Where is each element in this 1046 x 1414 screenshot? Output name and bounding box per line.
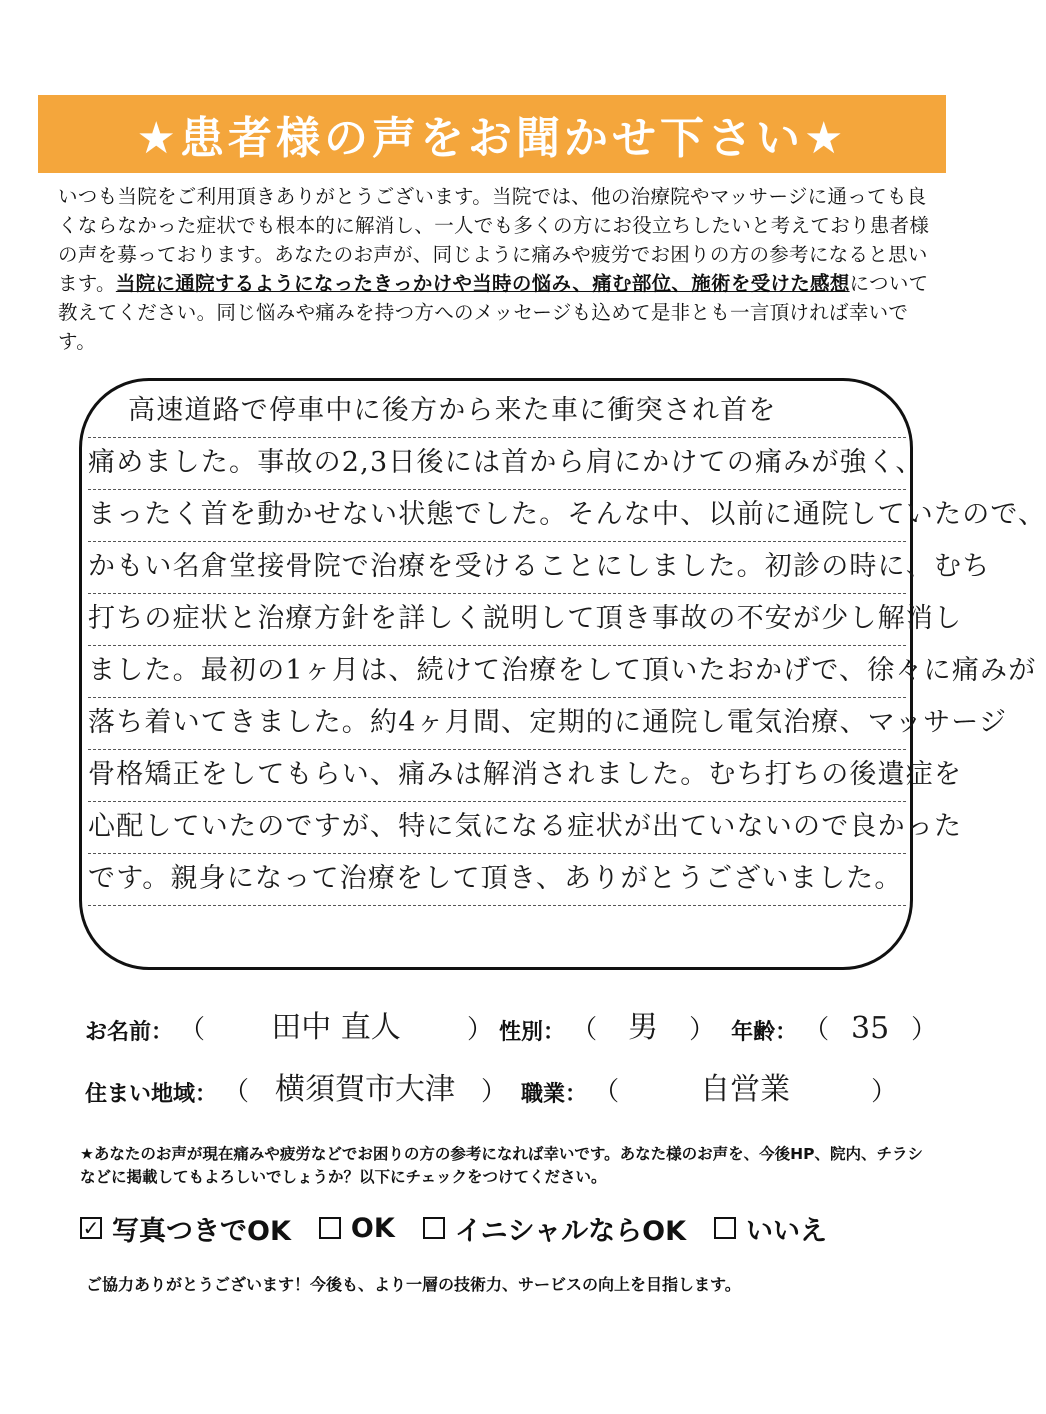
option-ok-label: OK [350, 1212, 395, 1244]
consent-note: ★あなたのお声が現在痛みや疲労などでお困りの方の参考になれば幸いです。あなた様のお声を、今後HP、院内、チラシなどに掲載してもよろしいでしょうか？以下にチェックをつけてください。 [80, 1145, 923, 1186]
message-line-11 [88, 906, 906, 958]
consent-options [80, 1206, 855, 1250]
message-line-7: 落ち着いてきました。約4ヶ月間、定期的に通院し電気治療、マッサージ [88, 698, 906, 750]
paren-open: （ [593, 1077, 620, 1107]
message-line-6: ました。最初の1ヶ月は、続けて治療をして頂いたおかげで、徐々に痛みが [88, 646, 906, 698]
checkbox-no[interactable] [714, 1217, 736, 1239]
gender-value: 男 [628, 1010, 659, 1045]
intro-tail: について教えてください。同じ悩みや痛みを持つ方へのメッセージも込めて是非とも一言頂ければ幸いです。 [58, 272, 929, 353]
message-line-10: です。親身になって治療をして頂き、ありがとうございました。 [88, 854, 906, 906]
footer-thanks: ご協力ありがとうございます！今後も、より一層の技術力、サービスの向上を目指します。 [86, 1275, 741, 1294]
checkbox-initial-ok[interactable] [423, 1217, 445, 1239]
area-label: 住まい地域： [85, 1082, 218, 1107]
job-value: 自営業 [700, 1072, 791, 1107]
age-value: 35 [851, 1011, 890, 1046]
paren-close: ） [871, 1077, 898, 1107]
page-title: ★患者様の声をお聞かせ下さい★ [136, 113, 848, 164]
message-line-1: 高速道路で停車中に後方から来た車に衝突され首を [88, 386, 906, 438]
gender-label: 性別： [499, 1020, 566, 1045]
name-label: お名前： [85, 1020, 174, 1045]
message-line-4: かもい名倉堂接骨院で治療を受けることにしました。初診の時に、むち [88, 542, 906, 594]
name-value: 田中 直人 [271, 1010, 401, 1045]
paren-close: ） [467, 1015, 494, 1045]
paren-open: （ [223, 1077, 250, 1107]
message-line-9: 心配していたのですが、特に気になる症状が出ていないので良かった [88, 802, 906, 854]
message-line-5: 打ちの症状と治療方針を詳しく説明して頂き事故の不安が少し解消し [88, 594, 906, 646]
paren-open: （ [571, 1015, 598, 1045]
checkbox-ok[interactable] [319, 1217, 341, 1239]
job-label: 職業： [521, 1082, 588, 1107]
paren-open: （ [803, 1015, 830, 1045]
paren-close: ） [911, 1015, 938, 1045]
area-value: 横須賀市大津 [275, 1072, 456, 1107]
option-ok[interactable] [319, 1213, 395, 1244]
option-photo-ok[interactable] [80, 1209, 291, 1248]
age-label: 年齢： [731, 1020, 798, 1045]
paren-open: （ [179, 1015, 206, 1045]
name-gender-age-row [85, 1000, 943, 1046]
message-line-8: 骨格矯正をしてもらい、痛みは解消されました。むち打ちの後遺症を [88, 750, 906, 802]
option-initial-ok[interactable] [423, 1209, 686, 1248]
option-no[interactable] [714, 1209, 827, 1248]
paren-close: ） [481, 1077, 508, 1107]
area-job-row [85, 1062, 903, 1108]
option-no-label: いいえ [746, 1215, 828, 1247]
option-initial-ok-label: イニシャルならOK [454, 1215, 687, 1247]
paren-close: ） [689, 1015, 716, 1045]
option-photo-ok-label: 写真つきでOK [112, 1215, 291, 1247]
checkbox-photo-ok[interactable]: ✓ [80, 1217, 102, 1239]
intro-lead: いつも当院をご利用頂きありがとうございます。当院では、他の治療院やマッサージに通っても良くならなかった症状でも根本的に解消し、一人でも多くの方にお役立ちしたいと考えており患者様の声を募っております。あなたのお声が、同じように痛みや疲労でお困りの方の参考になると思います。 [58, 185, 930, 295]
message-line-2: 痛めました。事故の2,3日後には首から肩にかけての痛みが強く、 [88, 438, 906, 490]
intro-text [58, 182, 938, 356]
title-banner [38, 95, 946, 173]
intro-highlight: 当院に通院するようになったきっかけや当時の悩み、痛む部位、施術を受けた感想 [115, 272, 850, 295]
message-line-3: まったく首を動かせない状態でした。そんな中、以前に通院していたので、 [88, 490, 906, 542]
